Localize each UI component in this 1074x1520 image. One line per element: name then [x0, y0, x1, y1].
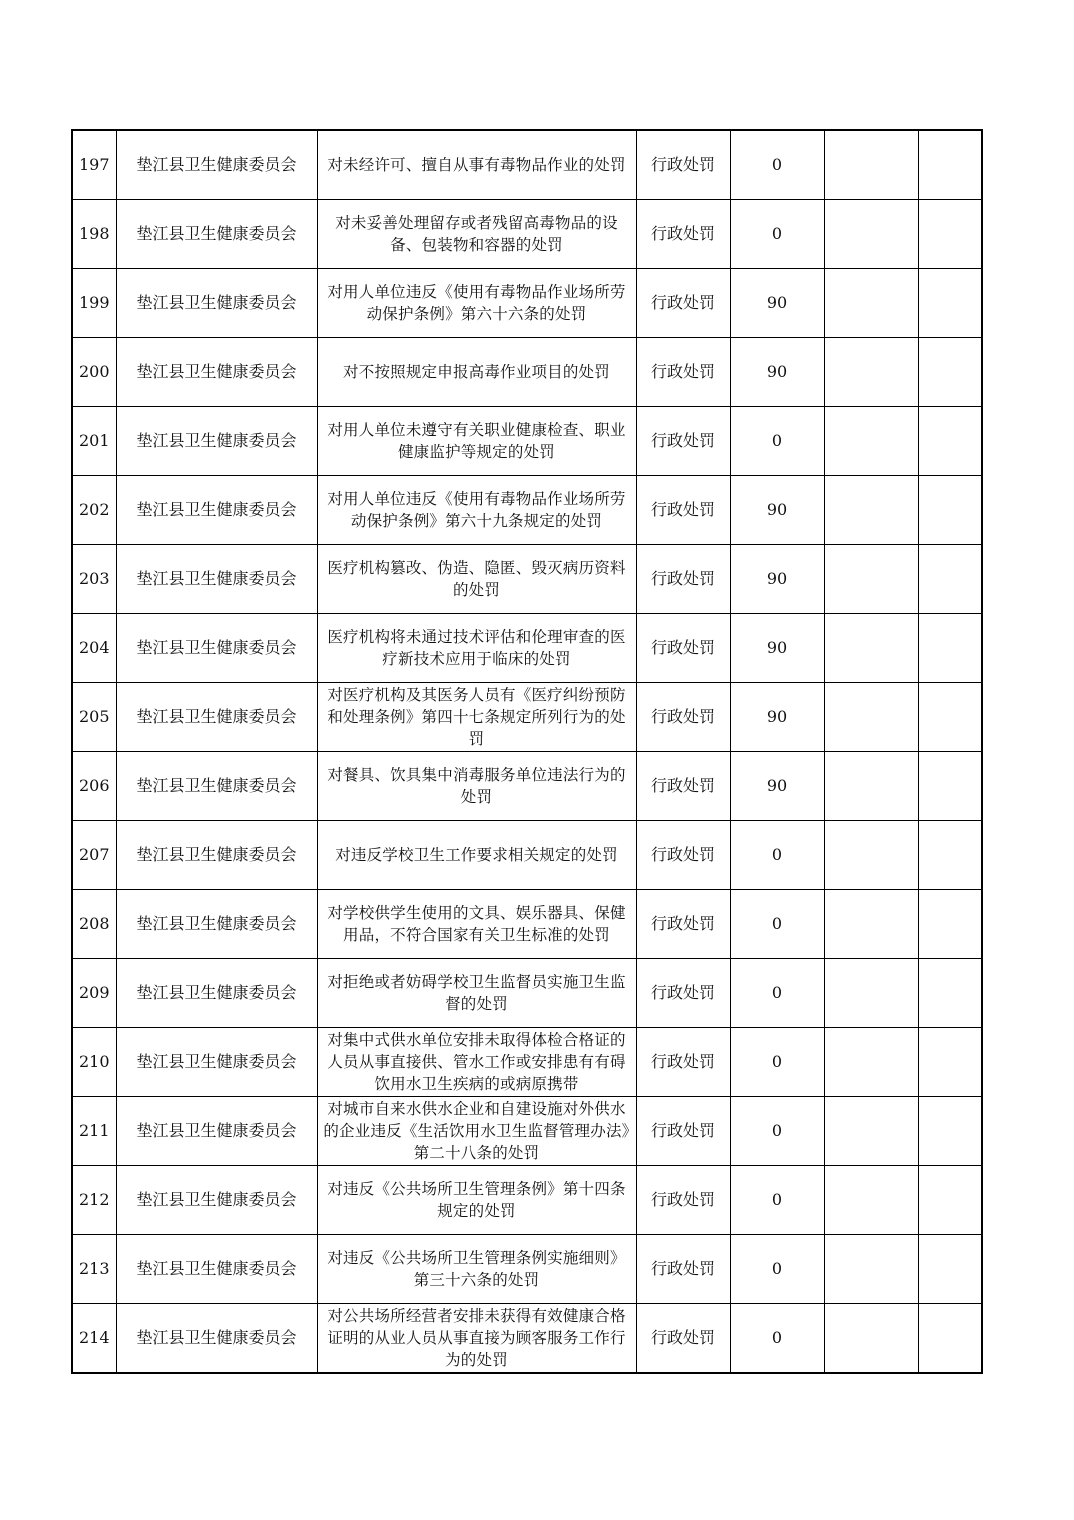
blank-cell	[918, 269, 982, 338]
row-number-cell: 204	[72, 614, 116, 683]
blank-cell	[918, 476, 982, 545]
blank-cell	[918, 959, 982, 1028]
item-type-cell: 行政处罚	[636, 614, 730, 683]
row-number-cell: 208	[72, 890, 116, 959]
time-limit-cell: 0	[730, 1304, 824, 1374]
blank-cell	[824, 1097, 918, 1166]
blank-cell	[918, 683, 982, 752]
department-cell: 垫江县卫生健康委员会	[116, 269, 317, 338]
table-row	[72, 476, 982, 545]
row-number-cell: 203	[72, 545, 116, 614]
item-type-cell: 行政处罚	[636, 1097, 730, 1166]
blank-cell	[824, 1028, 918, 1097]
row-number-cell: 201	[72, 407, 116, 476]
blank-cell	[918, 1028, 982, 1097]
time-limit-cell: 90	[730, 476, 824, 545]
row-number-cell: 206	[72, 752, 116, 821]
item-type-cell: 行政处罚	[636, 890, 730, 959]
item-name-cell: 对用人单位未遵守有关职业健康检查、职业健康监护等规定的处罚	[317, 407, 636, 476]
table-row	[72, 130, 982, 200]
table-row	[72, 1097, 982, 1166]
row-number-cell: 205	[72, 683, 116, 752]
department-cell: 垫江县卫生健康委员会	[116, 1097, 317, 1166]
item-name-cell: 医疗机构将未通过技术评估和伦理审查的医疗新技术应用于临床的处罚	[317, 614, 636, 683]
blank-cell	[824, 200, 918, 269]
time-limit-cell: 0	[730, 200, 824, 269]
table-row	[72, 269, 982, 338]
blank-cell	[918, 890, 982, 959]
department-cell: 垫江县卫生健康委员会	[116, 1304, 317, 1374]
table-row	[72, 683, 982, 752]
department-cell: 垫江县卫生健康委员会	[116, 1028, 317, 1097]
blank-cell	[824, 1235, 918, 1304]
item-name-cell: 对学校供学生使用的文具、娱乐器具、保健用品，不符合国家有关卫生标准的处罚	[317, 890, 636, 959]
time-limit-cell: 90	[730, 752, 824, 821]
department-cell: 垫江县卫生健康委员会	[116, 130, 317, 200]
blank-cell	[824, 752, 918, 821]
table-row	[72, 1028, 982, 1097]
blank-cell	[918, 1304, 982, 1374]
item-name-cell: 对未经许可、擅自从事有毒物品作业的处罚	[317, 130, 636, 200]
row-number-cell: 213	[72, 1235, 116, 1304]
power-list-table	[71, 129, 983, 1374]
item-name-cell: 对违反《公共场所卫生管理条例》第十四条规定的处罚	[317, 1166, 636, 1235]
blank-cell	[824, 476, 918, 545]
blank-cell	[824, 890, 918, 959]
item-type-cell: 行政处罚	[636, 269, 730, 338]
item-name-cell: 对违反《公共场所卫生管理条例实施细则》第三十六条的处罚	[317, 1235, 636, 1304]
item-type-cell: 行政处罚	[636, 1304, 730, 1374]
blank-cell	[918, 1097, 982, 1166]
blank-cell	[824, 683, 918, 752]
item-type-cell: 行政处罚	[636, 959, 730, 1028]
row-number-cell: 211	[72, 1097, 116, 1166]
time-limit-cell: 0	[730, 1028, 824, 1097]
blank-cell	[918, 545, 982, 614]
item-name-cell: 医疗机构篡改、伪造、隐匿、毁灭病历资料的处罚	[317, 545, 636, 614]
time-limit-cell: 0	[730, 959, 824, 1028]
item-type-cell: 行政处罚	[636, 1166, 730, 1235]
item-name-cell: 对违反学校卫生工作要求相关规定的处罚	[317, 821, 636, 890]
blank-cell	[918, 821, 982, 890]
department-cell: 垫江县卫生健康委员会	[116, 752, 317, 821]
item-name-cell: 对公共场所经营者安排未获得有效健康合格证明的从业人员从事直接为顾客服务工作行为的处罚	[317, 1304, 636, 1374]
item-name-cell: 对餐具、饮具集中消毒服务单位违法行为的处罚	[317, 752, 636, 821]
time-limit-cell: 0	[730, 1235, 824, 1304]
blank-cell	[824, 614, 918, 683]
department-cell: 垫江县卫生健康委员会	[116, 959, 317, 1028]
blank-cell	[918, 1166, 982, 1235]
table-row	[72, 959, 982, 1028]
row-number-cell: 209	[72, 959, 116, 1028]
time-limit-cell: 0	[730, 821, 824, 890]
table-row	[72, 1304, 982, 1374]
row-number-cell: 198	[72, 200, 116, 269]
department-cell: 垫江县卫生健康委员会	[116, 476, 317, 545]
department-cell: 垫江县卫生健康委员会	[116, 545, 317, 614]
table-row	[72, 1166, 982, 1235]
item-type-cell: 行政处罚	[636, 752, 730, 821]
table-row	[72, 614, 982, 683]
item-name-cell: 对集中式供水单位安排未取得体检合格证的人员从事直接供、管水工作或安排患有有碍饮用水卫生疾病的或病原携带	[317, 1028, 636, 1097]
blank-cell	[918, 200, 982, 269]
blank-cell	[918, 614, 982, 683]
department-cell: 垫江县卫生健康委员会	[116, 614, 317, 683]
blank-cell	[918, 338, 982, 407]
department-cell: 垫江县卫生健康委员会	[116, 821, 317, 890]
time-limit-cell: 90	[730, 338, 824, 407]
time-limit-cell: 90	[730, 545, 824, 614]
table-row	[72, 821, 982, 890]
table-row	[72, 890, 982, 959]
blank-cell	[824, 130, 918, 200]
item-type-cell: 行政处罚	[636, 130, 730, 200]
row-number-cell: 200	[72, 338, 116, 407]
time-limit-cell: 90	[730, 683, 824, 752]
blank-cell	[824, 821, 918, 890]
table-row	[72, 407, 982, 476]
blank-cell	[824, 1166, 918, 1235]
time-limit-cell: 0	[730, 890, 824, 959]
item-type-cell: 行政处罚	[636, 1028, 730, 1097]
table-row	[72, 752, 982, 821]
blank-cell	[824, 269, 918, 338]
blank-cell	[824, 545, 918, 614]
table-row	[72, 545, 982, 614]
table-row	[72, 200, 982, 269]
row-number-cell: 197	[72, 130, 116, 200]
row-number-cell: 202	[72, 476, 116, 545]
item-name-cell: 对用人单位违反《使用有毒物品作业场所劳动保护条例》第六十六条的处罚	[317, 269, 636, 338]
department-cell: 垫江县卫生健康委员会	[116, 683, 317, 752]
item-type-cell: 行政处罚	[636, 200, 730, 269]
time-limit-cell: 90	[730, 614, 824, 683]
table-row	[72, 1235, 982, 1304]
time-limit-cell: 0	[730, 407, 824, 476]
item-name-cell: 对不按照规定申报高毒作业项目的处罚	[317, 338, 636, 407]
time-limit-cell: 90	[730, 269, 824, 338]
item-name-cell: 对拒绝或者妨碍学校卫生监督员实施卫生监督的处罚	[317, 959, 636, 1028]
blank-cell	[918, 130, 982, 200]
row-number-cell: 207	[72, 821, 116, 890]
row-number-cell: 212	[72, 1166, 116, 1235]
department-cell: 垫江县卫生健康委员会	[116, 407, 317, 476]
blank-cell	[824, 407, 918, 476]
item-name-cell: 对用人单位违反《使用有毒物品作业场所劳动保护条例》第六十九条规定的处罚	[317, 476, 636, 545]
blank-cell	[824, 1304, 918, 1374]
row-number-cell: 210	[72, 1028, 116, 1097]
blank-cell	[824, 338, 918, 407]
item-name-cell: 对未妥善处理留存或者残留高毒物品的设备、包装物和容器的处罚	[317, 200, 636, 269]
item-name-cell: 对医疗机构及其医务人员有《医疗纠纷预防和处理条例》第四十七条规定所列行为的处罚	[317, 683, 636, 752]
row-number-cell: 214	[72, 1304, 116, 1374]
item-type-cell: 行政处罚	[636, 1235, 730, 1304]
blank-cell	[824, 959, 918, 1028]
department-cell: 垫江县卫生健康委员会	[116, 1166, 317, 1235]
item-type-cell: 行政处罚	[636, 338, 730, 407]
department-cell: 垫江县卫生健康委员会	[116, 200, 317, 269]
item-type-cell: 行政处罚	[636, 407, 730, 476]
item-type-cell: 行政处罚	[636, 683, 730, 752]
item-type-cell: 行政处罚	[636, 476, 730, 545]
blank-cell	[918, 407, 982, 476]
time-limit-cell: 0	[730, 1097, 824, 1166]
table-body	[72, 130, 982, 1373]
table-row	[72, 338, 982, 407]
blank-cell	[918, 1235, 982, 1304]
department-cell: 垫江县卫生健康委员会	[116, 890, 317, 959]
item-type-cell: 行政处罚	[636, 821, 730, 890]
row-number-cell: 199	[72, 269, 116, 338]
blank-cell	[918, 752, 982, 821]
time-limit-cell: 0	[730, 130, 824, 200]
item-type-cell: 行政处罚	[636, 545, 730, 614]
department-cell: 垫江县卫生健康委员会	[116, 1235, 317, 1304]
item-name-cell: 对城市自来水供水企业和自建设施对外供水的企业违反《生活饮用水卫生监督管理办法》第二十八条的处罚	[317, 1097, 636, 1166]
department-cell: 垫江县卫生健康委员会	[116, 338, 317, 407]
time-limit-cell: 0	[730, 1166, 824, 1235]
